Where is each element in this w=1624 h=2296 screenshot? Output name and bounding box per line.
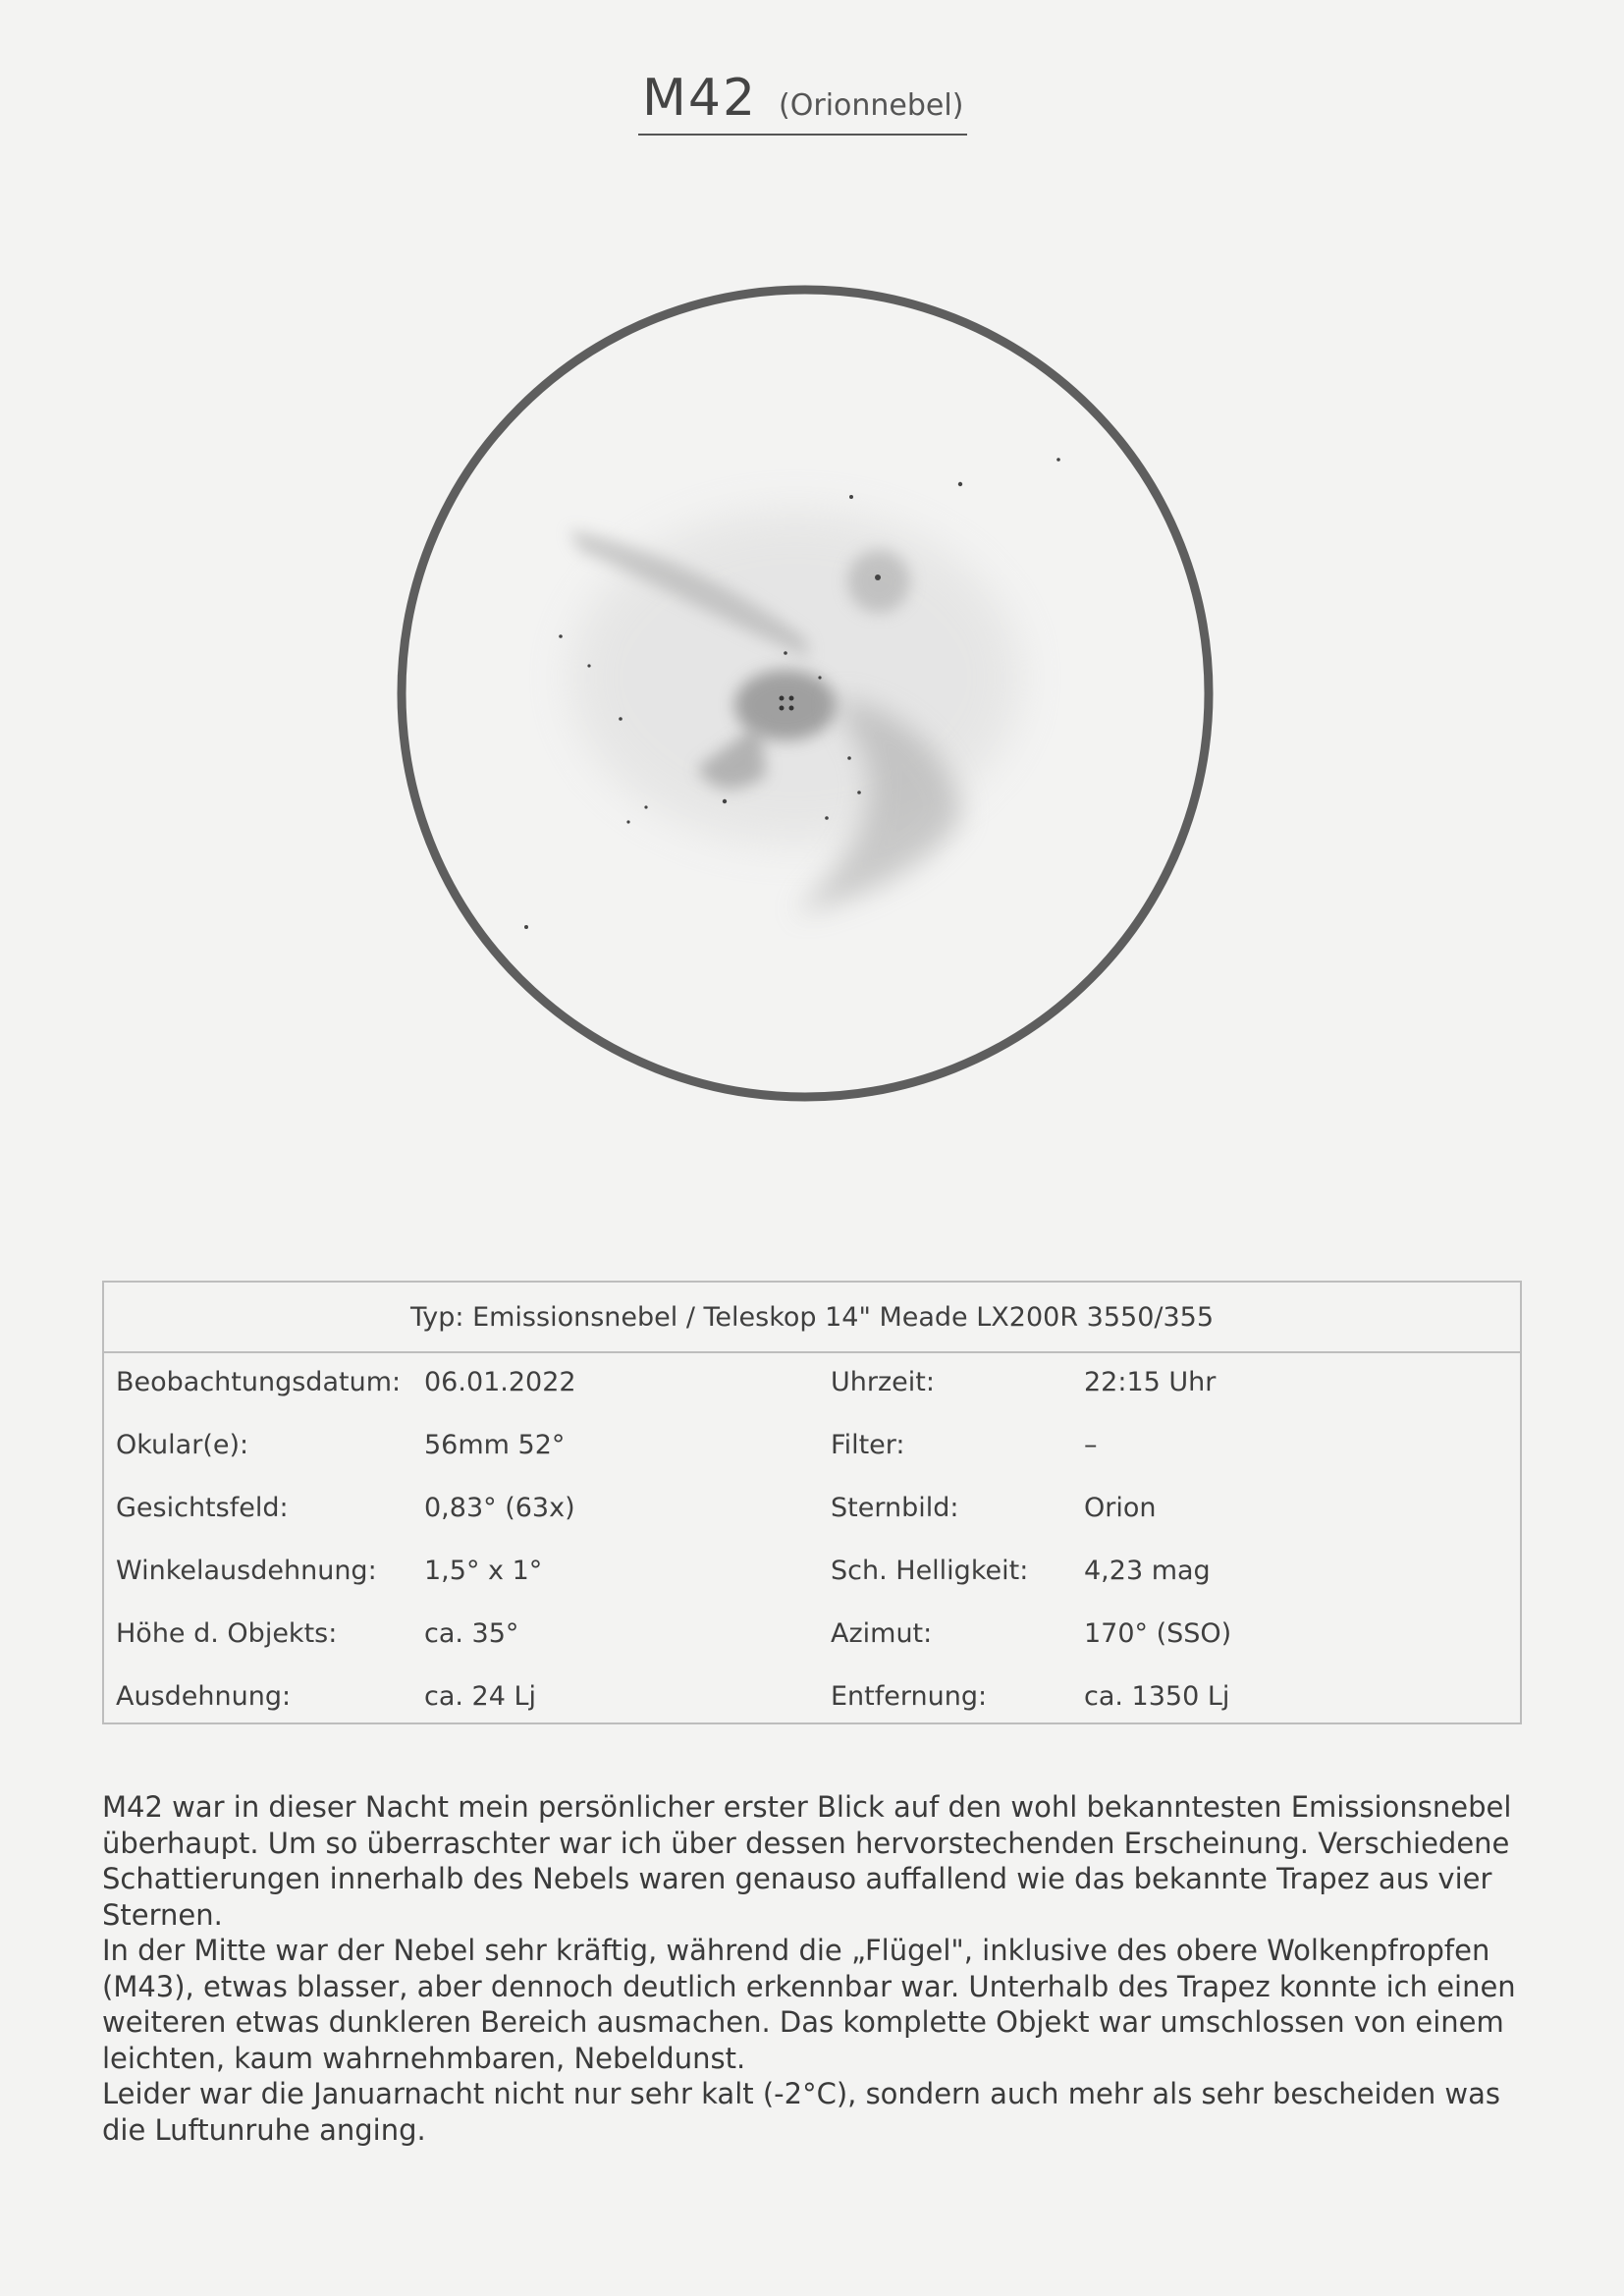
field-star xyxy=(825,816,829,820)
info-row xyxy=(104,1493,1520,1532)
field-star xyxy=(524,925,528,929)
info-label: Entfernung: xyxy=(831,1681,988,1712)
field-star xyxy=(644,805,647,808)
field-star xyxy=(847,756,851,760)
info-value: 170° (SSO) xyxy=(1084,1618,1232,1649)
info-label: Ausdehnung: xyxy=(116,1681,292,1712)
eyepiece-sketch xyxy=(373,265,1237,1129)
field-star xyxy=(559,634,563,638)
info-value: 0,83° (63x) xyxy=(424,1493,575,1523)
field-star xyxy=(849,495,853,499)
info-value: – xyxy=(1084,1430,1098,1460)
info-label: Sch. Helligkeit: xyxy=(831,1556,1029,1586)
info-label: Sternbild: xyxy=(831,1493,959,1523)
info-label: Höhe d. Objekts: xyxy=(116,1618,338,1649)
info-value: Orion xyxy=(1084,1493,1157,1523)
info-row xyxy=(104,1367,1520,1406)
observation-info-table xyxy=(102,1281,1522,1724)
info-row xyxy=(104,1556,1520,1595)
info-label: Filter: xyxy=(831,1430,905,1460)
info-value: ca. 35° xyxy=(424,1618,519,1649)
m43-star xyxy=(875,574,881,580)
field-star xyxy=(626,820,629,823)
info-row xyxy=(104,1681,1520,1721)
info-header: Typ: Emissionsnebel / Teleskop 14" Meade LX200R 3550/355 xyxy=(104,1283,1520,1353)
notes-paragraph: M42 war in dieser Nacht mein persönlicher erster Blick auf den wohl bekanntesten Emissionsnebel überhaupt. Um so überraschter war ich über dessen hervorstechenden Erscheinung. Verschiedene Schattierungen innerhalb des Nebels waren genauso auffallend wie das bekannte Trapez aus vier Sternen. xyxy=(102,1790,1512,1932)
trapezium-star xyxy=(789,706,794,711)
field-star xyxy=(784,651,787,655)
info-value: ca. 24 Lj xyxy=(424,1681,537,1712)
field-star xyxy=(818,676,821,679)
field-star xyxy=(958,482,962,486)
field-star xyxy=(619,717,623,721)
field-star xyxy=(857,791,861,794)
title-sub: (Orionnebel) xyxy=(779,88,964,123)
info-label: Gesichtsfeld: xyxy=(116,1493,289,1523)
trapezium-star xyxy=(780,706,785,711)
info-label: Okular(e): xyxy=(116,1430,249,1460)
trapezium-star xyxy=(789,696,794,701)
info-value: 1,5° x 1° xyxy=(424,1556,543,1586)
field-star xyxy=(587,664,590,667)
info-row xyxy=(104,1430,1520,1469)
info-value: ca. 1350 Lj xyxy=(1084,1681,1230,1712)
info-value: 4,23 mag xyxy=(1084,1556,1211,1586)
info-value: 06.01.2022 xyxy=(424,1367,576,1397)
nebula-core xyxy=(734,670,837,740)
page-title xyxy=(638,69,967,136)
notes-paragraph: Leider war die Januarnacht nicht nur sehr kalt (-2°C), sondern auch mehr als sehr bescheiden was die Luftunruhe anging. xyxy=(102,2077,1501,2147)
info-row xyxy=(104,1618,1520,1658)
info-label: Uhrzeit: xyxy=(831,1367,935,1397)
field-star xyxy=(723,799,727,803)
info-label: Beobachtungsdatum: xyxy=(116,1367,402,1397)
info-label: Winkelausdehnung: xyxy=(116,1556,377,1586)
info-value: 56mm 52° xyxy=(424,1430,566,1460)
m43-cloud xyxy=(847,550,910,613)
trapezium-star xyxy=(780,696,785,701)
info-value: 22:15 Uhr xyxy=(1084,1367,1217,1397)
observation-notes xyxy=(102,1789,1536,2148)
field-star xyxy=(1056,458,1060,462)
title-main: M42 xyxy=(642,69,758,128)
info-label: Azimut: xyxy=(831,1618,933,1649)
notes-paragraph: In der Mitte war der Nebel sehr kräftig, während die „Flügel", inklusive des obere Wolkenpfropfen (M43), etwas blasser, aber dennoch deutlich erkennbar war. Unterhalb des Trapez konnte ich einen weiteren etwas dunkleren Bereich ausmachen. Das komplette Objekt war umschlossen von einem leichten, kaum wahrnehmbaren, Nebeldunst. xyxy=(102,1934,1516,2075)
